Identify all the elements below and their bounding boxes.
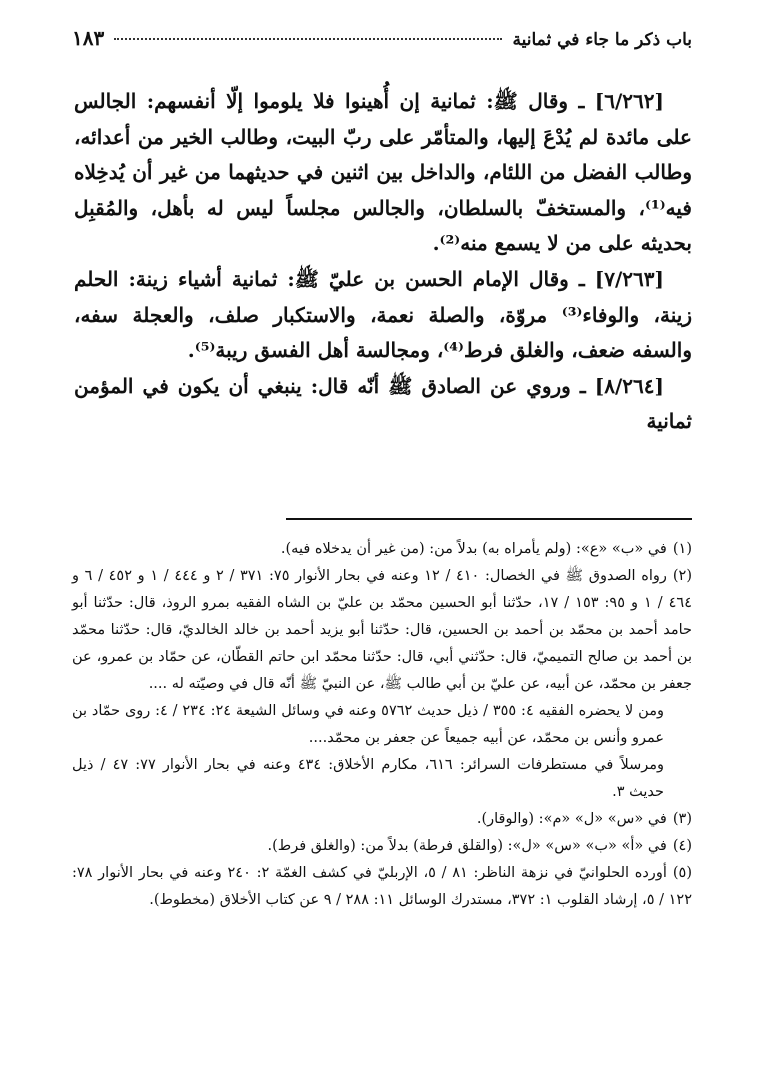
footnote-mark: (٣) (672, 810, 692, 827)
footnote-text: أورده الحلوانيّ في نزهة الناظر: ٨١ / ٥، الإربليّ في كشف الغمّة ٢: ٢٤٠ وعنه في بحار الأنوار ٧٨: ١٢٢ / ٥، إرشاد القلوب ١: ٣٧٢، مستدرك الوسائل ١١: ٢٨٨ / ٩ عن كتاب الأخلاق (مخطوط). (72, 864, 692, 908)
footnote-text: رواه الصدوق ﷺ في الخصال: ٤١٠ / ١٢ وعنه في بحار الأنوار ٧٥: ٣٧١ / ٢ و ٤٤٤ / ١ و ٤٥٢ / ٦ و ٤٦٤ / ١ و ٩٥: ١٥٣ / ١٧، حدّثنا أبو الحسين محمّد بن عليّ بن الشاه الفقيه بمرو الروذ، قال: حدّثنا أبو حامد أحمد بن محمّد بن أحمد بن الحسين، قال: حدّثنا أبو يزيد أحمد بن خالد الخالديّ، قال: حدّثنا محمّد بن أحمد بن صالح التميميّ، قال: حدّثني أبي، قال: حدّثنا محمّد ابن حاتم القطّان، عن حمّاد بن عمرو، عن جعفر بن محمّد، عن أبيه، عن عليّ بن أبي طالب ﷺ، عن النبيّ ﷺ أنّه قال في وصيّته له .... (72, 567, 692, 692)
footnote-1 (72, 536, 692, 563)
footnote-text: في «أ» «ب» «س» «ل»: (والقلق فرطة) بدلاً من: (والغلق فرط). (267, 837, 667, 854)
footnote-2-continuation (72, 752, 692, 806)
running-header (72, 26, 692, 58)
footnote-2-continuation (72, 698, 692, 752)
footnotes (72, 536, 692, 914)
footnote-2 (72, 563, 692, 698)
footnote-text: في «ب» «ع»: (ولم يأمراه به) بدلاً من: (من غير أن يدخلاه فيه). (280, 541, 667, 557)
footnote-mark: (٢) (672, 567, 693, 584)
chapter-title: باب ذكر ما جاء في ثمانية (512, 30, 692, 50)
footnote-4 (72, 833, 692, 860)
footnote-mark: (١) (672, 541, 692, 557)
footnote-text: ومن لا يحضره الفقيه ٤: ٣٥٥ / ذيل حديث ٥٧٦٢ وعنه في وسائل الشيعة ٢٤: ٢٣٤ / ٤: روى حمّاد بن عمرو وأنس بن محمّد، عن أبيه جميعاً عن جعفر بن محمّد.... (72, 702, 664, 746)
footnote-mark: (٤) (672, 837, 692, 854)
footnote-3 (72, 806, 692, 833)
header-dot-leader (114, 38, 502, 40)
main-text (74, 84, 692, 440)
hadith-paragraph-263: [٧/٢٦٣] ـ وقال الإمام الحسن بن عليّ ﷺ: ثمانية أشياء زينة: الحلم زينة، والوفاء⁽³⁾ مروّة، والصلة نعمة، والاستكبار صلف، والعجلة سفه، والسفه ضعف، والغلق فرط⁽⁴⁾، ومجالسة أهل الفسق ريبة⁽⁵⁾. (74, 266, 692, 363)
footnote-text: في «س» «ل» «م»: (والوقار). (476, 810, 667, 827)
hadith-paragraph-262: [٦/٢٦٢] ـ وقال ﷺ: ثمانية إن أُهينوا فلا يلوموا إلّا أنفسهم: الجالس على مائدة لم يُدْعَ إليها، والمتأمّر على ربّ البيت، وطالب الخير من أعدائه، وطالب الفضل من اللئام، والداخل بين اثنين في حديثهما من غير أن يُدخِلاه فيه⁽¹⁾، والمستخفّ بالسلطان، والجالس مجلساً ليس له بأهل، والمُقبِل بحديثه على من لا يسمع منه⁽²⁾. (74, 89, 692, 256)
footnote-mark: (٥) (672, 864, 692, 881)
footnote-text: ومرسلاً في مستطرفات السرائر: ٦١٦، مكارم الأخلاق: ٤٣٤ وعنه في بحار الأنوار ٧٧: ٤٧ / ذيل حديث ٣. (72, 756, 665, 800)
page-number: ١٨٣ (72, 26, 105, 50)
footnote-5 (72, 860, 692, 914)
footnote-separator (286, 518, 692, 520)
hadith-paragraph-264: [٨/٢٦٤] ـ وروي عن الصادق ﷺ أنّه قال: ينبغي أن يكون في المؤمن ثمانية (74, 373, 692, 434)
